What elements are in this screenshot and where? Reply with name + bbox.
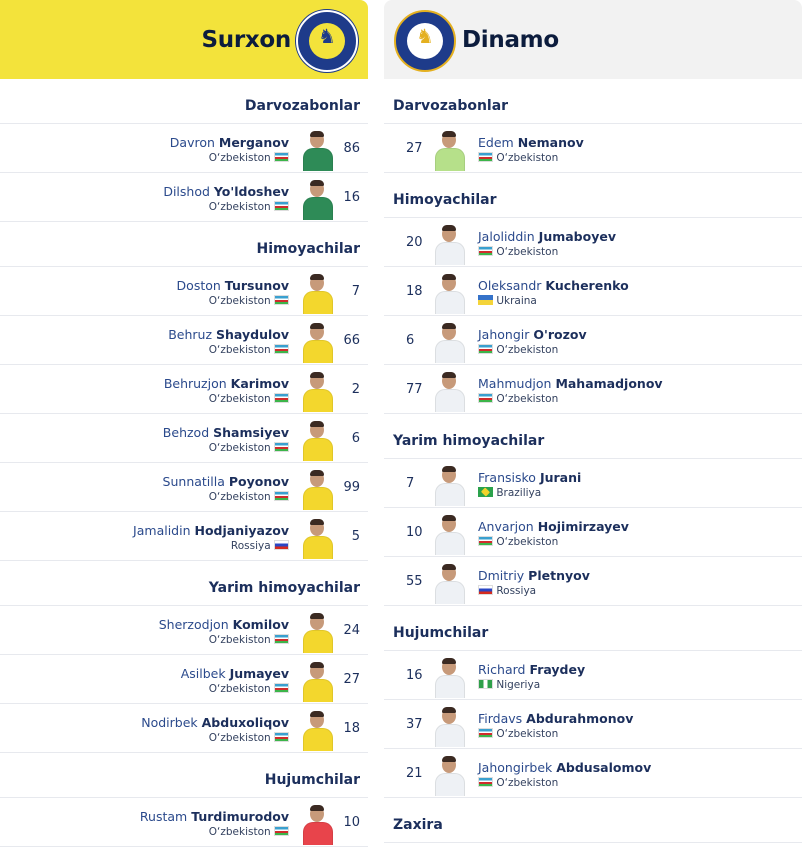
- player-name[interactable]: [478, 135, 584, 150]
- country-name: O‘zbekiston: [208, 201, 271, 213]
- player-country: [478, 585, 536, 597]
- flag-uz-icon: [274, 393, 289, 403]
- player-photo[interactable]: [433, 564, 465, 604]
- player-hair: [442, 372, 456, 378]
- player-row[interactable]: [384, 267, 802, 316]
- player-shirt: [435, 148, 465, 171]
- player-photo[interactable]: [301, 519, 333, 559]
- player-hair: [442, 131, 456, 137]
- country-name: O‘zbekiston: [496, 246, 559, 258]
- player-shirt: [303, 487, 333, 510]
- away-team-header[interactable]: [384, 0, 802, 79]
- player-name[interactable]: [163, 184, 289, 199]
- player-name[interactable]: [163, 474, 289, 489]
- player-country: [478, 152, 558, 164]
- player-first-name[interactable]: Behruz: [168, 327, 213, 342]
- player-hair: [310, 519, 324, 525]
- flag-br-icon: [478, 487, 493, 497]
- player-number: 10: [406, 525, 423, 540]
- player-number: 77: [406, 382, 423, 397]
- player-last-name[interactable]: O'rozov: [533, 327, 587, 342]
- player-first-name[interactable]: Davron: [169, 135, 215, 150]
- player-shirt: [435, 532, 465, 555]
- player-last-name[interactable]: Turdimurodov: [191, 809, 289, 824]
- home-team-lineup: [0, 0, 368, 847]
- player-photo[interactable]: [301, 274, 333, 314]
- player-name[interactable]: [133, 523, 289, 538]
- country-name: O‘zbekiston: [208, 634, 271, 646]
- player-number: 20: [406, 235, 423, 250]
- player-name[interactable]: [177, 278, 289, 293]
- player-photo[interactable]: [301, 805, 333, 845]
- flag-ua-icon: [478, 295, 493, 305]
- section-header: [384, 414, 802, 459]
- player-name[interactable]: [478, 760, 651, 775]
- flag-uz-icon: [274, 683, 289, 693]
- player-last-name[interactable]: Jurani: [539, 470, 582, 485]
- country-name: Ukraina: [496, 295, 537, 307]
- player-row[interactable]: [0, 173, 368, 222]
- player-shirt: [303, 389, 333, 412]
- player-number: 7: [406, 476, 415, 491]
- player-first-name[interactable]: Rustam: [139, 809, 188, 824]
- player-last-name[interactable]: Karimov: [230, 376, 289, 391]
- player-photo[interactable]: [301, 372, 333, 412]
- section-title: Hujumchilar: [393, 625, 489, 641]
- player-country: [209, 152, 289, 164]
- player-hair: [442, 225, 456, 231]
- player-shirt: [303, 728, 333, 751]
- country-name: O‘zbekiston: [208, 683, 271, 695]
- player-first-name[interactable]: Doston: [176, 278, 221, 293]
- player-first-name[interactable]: Behzod: [162, 425, 210, 440]
- player-number: 18: [406, 284, 423, 299]
- section-header: [384, 173, 802, 218]
- player-shirt: [435, 340, 465, 363]
- player-row[interactable]: [384, 700, 802, 749]
- player-name[interactable]: [478, 470, 581, 485]
- player-name[interactable]: [159, 617, 289, 632]
- country-name: Braziliya: [496, 487, 542, 499]
- player-name[interactable]: [478, 376, 663, 391]
- home-team-header[interactable]: [0, 0, 368, 79]
- player-row[interactable]: [0, 704, 368, 753]
- player-shirt: [303, 630, 333, 653]
- player-name[interactable]: [478, 662, 585, 677]
- player-last-name[interactable]: Shaydulov: [216, 327, 289, 342]
- player-row[interactable]: [0, 512, 368, 561]
- section-title: Darvozabonlar: [393, 98, 509, 114]
- country-name: Rossiya: [496, 585, 537, 597]
- player-country: [478, 246, 558, 258]
- flag-uz-icon: [478, 728, 493, 738]
- player-hair: [310, 662, 324, 668]
- player-name[interactable]: [168, 327, 289, 342]
- player-shirt: [303, 679, 333, 702]
- player-number: 18: [343, 721, 360, 736]
- player-country: [209, 201, 289, 213]
- player-first-name[interactable]: Edem: [478, 135, 514, 150]
- player-photo[interactable]: [301, 662, 333, 702]
- player-last-name[interactable]: Hojimirzayev: [537, 519, 629, 534]
- flag-uz-icon: [478, 777, 493, 787]
- player-photo[interactable]: [433, 515, 465, 555]
- player-photo[interactable]: [433, 466, 465, 506]
- player-hair: [442, 466, 456, 472]
- player-number: 16: [406, 668, 423, 683]
- player-hair: [442, 707, 456, 713]
- country-name: O‘zbekiston: [496, 728, 559, 740]
- player-country: [209, 442, 289, 454]
- player-first-name[interactable]: Richard: [478, 662, 526, 677]
- player-number: 37: [406, 717, 423, 732]
- player-hair: [310, 470, 324, 476]
- away-team-name[interactable]: Dinamo: [462, 27, 559, 53]
- player-last-name[interactable]: Pletnyov: [528, 568, 590, 583]
- country-name: O‘zbekiston: [496, 152, 559, 164]
- player-photo[interactable]: [433, 707, 465, 747]
- section-header: [0, 753, 368, 798]
- player-number: 10: [343, 815, 360, 830]
- player-number: 2: [351, 382, 360, 397]
- flag-uz-icon: [274, 152, 289, 162]
- player-name[interactable]: [478, 278, 629, 293]
- flag-uz-icon: [274, 201, 289, 211]
- section-title: Himoyachilar: [393, 192, 497, 208]
- player-shirt: [303, 197, 333, 220]
- player-row[interactable]: [0, 655, 368, 704]
- player-shirt: [303, 536, 333, 559]
- player-first-name[interactable]: Dilshod: [163, 184, 210, 199]
- player-photo[interactable]: [433, 658, 465, 698]
- player-last-name[interactable]: Abduxoliqov: [201, 715, 289, 730]
- player-country: [209, 826, 289, 838]
- player-number: 24: [343, 623, 360, 638]
- player-name[interactable]: [478, 519, 629, 534]
- player-last-name[interactable]: Kucherenko: [545, 278, 629, 293]
- section-header: [384, 798, 802, 843]
- country-name: O‘zbekiston: [208, 152, 271, 164]
- section-title: Darvozabonlar: [244, 98, 360, 114]
- player-last-name[interactable]: Shamsiyev: [213, 425, 289, 440]
- player-hair: [442, 274, 456, 280]
- player-first-name[interactable]: Dmitriy: [478, 568, 525, 583]
- player-shirt: [435, 724, 465, 747]
- flag-ru-icon: [274, 540, 289, 550]
- player-row[interactable]: [0, 316, 368, 365]
- player-first-name[interactable]: Jaloliddin: [478, 229, 535, 244]
- country-name: O‘zbekiston: [208, 826, 271, 838]
- player-last-name[interactable]: Komilov: [232, 617, 289, 632]
- player-name[interactable]: [163, 425, 289, 440]
- player-shirt: [435, 389, 465, 412]
- player-number: 66: [343, 333, 360, 348]
- country-name: O‘zbekiston: [208, 344, 271, 356]
- player-shirt: [435, 581, 465, 604]
- player-photo[interactable]: [301, 421, 333, 461]
- country-name: O‘zbekiston: [208, 442, 271, 454]
- player-shirt: [303, 340, 333, 363]
- player-last-name[interactable]: Poyonov: [228, 474, 289, 489]
- country-name: O‘zbekiston: [208, 393, 271, 405]
- player-row[interactable]: [384, 124, 802, 173]
- player-first-name[interactable]: Nodirbek: [141, 715, 198, 730]
- player-country: [231, 540, 289, 552]
- country-name: O‘zbekiston: [496, 777, 559, 789]
- player-country: [209, 634, 289, 646]
- player-number: 5: [351, 529, 360, 544]
- flag-uz-icon: [478, 536, 493, 546]
- player-number: 6: [406, 333, 415, 348]
- player-number: 16: [343, 190, 360, 205]
- player-first-name[interactable]: Jahongir: [478, 327, 530, 342]
- player-row[interactable]: [0, 365, 368, 414]
- player-shirt: [303, 822, 333, 845]
- section-header: [0, 222, 368, 267]
- player-country: [478, 679, 540, 691]
- player-number: 21: [406, 766, 423, 781]
- player-country: [209, 295, 289, 307]
- country-name: O‘zbekiston: [208, 732, 271, 744]
- player-name[interactable]: [478, 327, 587, 342]
- player-row[interactable]: [384, 316, 802, 365]
- player-hair: [310, 131, 324, 137]
- away-lineup-list: [384, 79, 802, 843]
- player-name[interactable]: [141, 715, 289, 730]
- player-photo[interactable]: [433, 131, 465, 171]
- player-hair: [442, 756, 456, 762]
- player-country: [478, 777, 558, 789]
- country-name: Nigeriya: [496, 679, 541, 691]
- player-shirt: [303, 148, 333, 171]
- player-name[interactable]: [478, 711, 633, 726]
- player-row[interactable]: [384, 651, 802, 700]
- player-country: [478, 536, 558, 548]
- player-last-name[interactable]: Jumayev: [229, 666, 289, 681]
- player-shirt: [435, 291, 465, 314]
- section-header: [0, 79, 368, 124]
- player-number: 55: [406, 574, 423, 589]
- flag-uz-icon: [274, 442, 289, 452]
- player-first-name[interactable]: Firdavs: [478, 711, 523, 726]
- player-hair: [442, 658, 456, 664]
- player-hair: [310, 421, 324, 427]
- player-hair: [310, 323, 324, 329]
- player-country: [209, 491, 289, 503]
- player-hair: [310, 180, 324, 186]
- player-country: [478, 295, 537, 307]
- section-header: [384, 606, 802, 651]
- player-last-name[interactable]: Abdurahmonov: [526, 711, 634, 726]
- section-title: Hujumchilar: [264, 772, 360, 788]
- player-row[interactable]: [0, 463, 368, 512]
- country-name: O‘zbekiston: [208, 295, 271, 307]
- player-hair: [442, 515, 456, 521]
- player-last-name[interactable]: Yo'ldoshev: [213, 184, 289, 199]
- player-country: [209, 732, 289, 744]
- home-team-name[interactable]: Surxon: [201, 27, 291, 53]
- player-hair: [442, 564, 456, 570]
- player-first-name[interactable]: Asilbek: [180, 666, 226, 681]
- player-hair: [442, 323, 456, 329]
- flag-uz-icon: [274, 634, 289, 644]
- player-number: 27: [343, 672, 360, 687]
- player-shirt: [435, 483, 465, 506]
- section-title: Yarim himoyachilar: [208, 580, 360, 596]
- player-photo[interactable]: [301, 131, 333, 171]
- player-name[interactable]: [140, 809, 289, 824]
- player-photo[interactable]: [301, 613, 333, 653]
- flag-uz-icon: [274, 491, 289, 501]
- player-hair: [310, 613, 324, 619]
- player-last-name[interactable]: Fraydey: [529, 662, 586, 677]
- player-row[interactable]: [384, 557, 802, 606]
- player-country: [478, 487, 541, 499]
- player-row[interactable]: [384, 365, 802, 414]
- flag-uz-icon: [274, 826, 289, 836]
- player-last-name[interactable]: Merganov: [218, 135, 289, 150]
- player-first-name[interactable]: Mahmudjon: [478, 376, 552, 391]
- player-shirt: [435, 242, 465, 265]
- player-first-name[interactable]: Jahongirbek: [478, 760, 553, 775]
- player-shirt: [303, 291, 333, 314]
- player-first-name[interactable]: Anvarjon: [478, 519, 534, 534]
- player-photo[interactable]: [301, 180, 333, 220]
- player-row[interactable]: [0, 606, 368, 655]
- player-last-name[interactable]: Hodjaniyazov: [194, 523, 289, 538]
- player-last-name[interactable]: Abdusalomov: [556, 760, 652, 775]
- home-lineup-list: [0, 79, 368, 847]
- country-name: O‘zbekiston: [208, 491, 271, 503]
- flag-ng-icon: [478, 679, 493, 689]
- section-title: Himoyachilar: [256, 241, 360, 257]
- player-row[interactable]: [0, 414, 368, 463]
- flag-uz-icon: [274, 295, 289, 305]
- flag-uz-icon: [478, 393, 493, 403]
- flag-uz-icon: [478, 152, 493, 162]
- player-shirt: [435, 773, 465, 796]
- section-title: Zaxira: [393, 817, 443, 833]
- player-name[interactable]: [181, 666, 289, 681]
- player-shirt: [303, 438, 333, 461]
- player-country: [209, 393, 289, 405]
- player-name[interactable]: [170, 135, 289, 150]
- country-name: Rossiya: [230, 540, 271, 552]
- player-shirt: [435, 675, 465, 698]
- player-country: [478, 344, 558, 356]
- player-first-name[interactable]: Sunnatilla: [162, 474, 225, 489]
- section-header: [0, 561, 368, 606]
- player-last-name[interactable]: Mahamadjonov: [555, 376, 663, 391]
- player-hair: [310, 274, 324, 280]
- country-name: O‘zbekiston: [496, 344, 559, 356]
- player-photo[interactable]: [433, 225, 465, 265]
- flag-uz-icon: [478, 344, 493, 354]
- player-name[interactable]: [478, 568, 590, 583]
- player-number: 99: [343, 480, 360, 495]
- player-number: 6: [351, 431, 360, 446]
- country-name: O‘zbekiston: [496, 536, 559, 548]
- country-name: O‘zbekiston: [496, 393, 559, 405]
- surkhon-logo-icon[interactable]: ♞: [296, 10, 358, 72]
- section-title: Yarim himoyachilar: [393, 433, 545, 449]
- flag-uz-icon: [478, 246, 493, 256]
- player-row[interactable]: [384, 459, 802, 508]
- away-team-lineup: [384, 0, 802, 843]
- player-last-name[interactable]: Nemanov: [517, 135, 584, 150]
- player-first-name[interactable]: Sherzodjon: [158, 617, 229, 632]
- player-last-name[interactable]: Tursunov: [224, 278, 289, 293]
- player-number: 86: [343, 141, 360, 156]
- player-photo[interactable]: [301, 323, 333, 363]
- flag-ru-icon: [478, 585, 493, 595]
- player-photo[interactable]: [433, 372, 465, 412]
- player-hair: [310, 372, 324, 378]
- player-hair: [310, 805, 324, 811]
- player-first-name[interactable]: Jamalidin: [133, 523, 191, 538]
- flag-uz-icon: [274, 344, 289, 354]
- player-photo[interactable]: [433, 274, 465, 314]
- player-row[interactable]: [0, 124, 368, 173]
- player-country: [209, 344, 289, 356]
- player-first-name[interactable]: Behruzjon: [163, 376, 227, 391]
- player-row[interactable]: [384, 749, 802, 798]
- player-photo[interactable]: [433, 756, 465, 796]
- player-row[interactable]: [384, 508, 802, 557]
- player-last-name[interactable]: Jumaboyev: [538, 229, 616, 244]
- player-photo[interactable]: [433, 323, 465, 363]
- player-country: [478, 393, 558, 405]
- player-number: 27: [406, 141, 423, 156]
- player-number: 7: [351, 284, 360, 299]
- player-country: [478, 728, 558, 740]
- player-country: [209, 683, 289, 695]
- player-first-name[interactable]: Fransisko: [478, 470, 536, 485]
- player-row[interactable]: [384, 218, 802, 267]
- player-row[interactable]: [0, 798, 368, 847]
- section-header: [384, 79, 802, 124]
- dinamo-logo-icon[interactable]: ♞: [394, 10, 456, 72]
- player-name[interactable]: [164, 376, 289, 391]
- player-hair: [310, 711, 324, 717]
- player-photo[interactable]: [301, 711, 333, 751]
- player-photo[interactable]: [301, 470, 333, 510]
- player-row[interactable]: [0, 267, 368, 316]
- flag-uz-icon: [274, 732, 289, 742]
- player-first-name[interactable]: Oleksandr: [478, 278, 542, 293]
- player-name[interactable]: [478, 229, 616, 244]
